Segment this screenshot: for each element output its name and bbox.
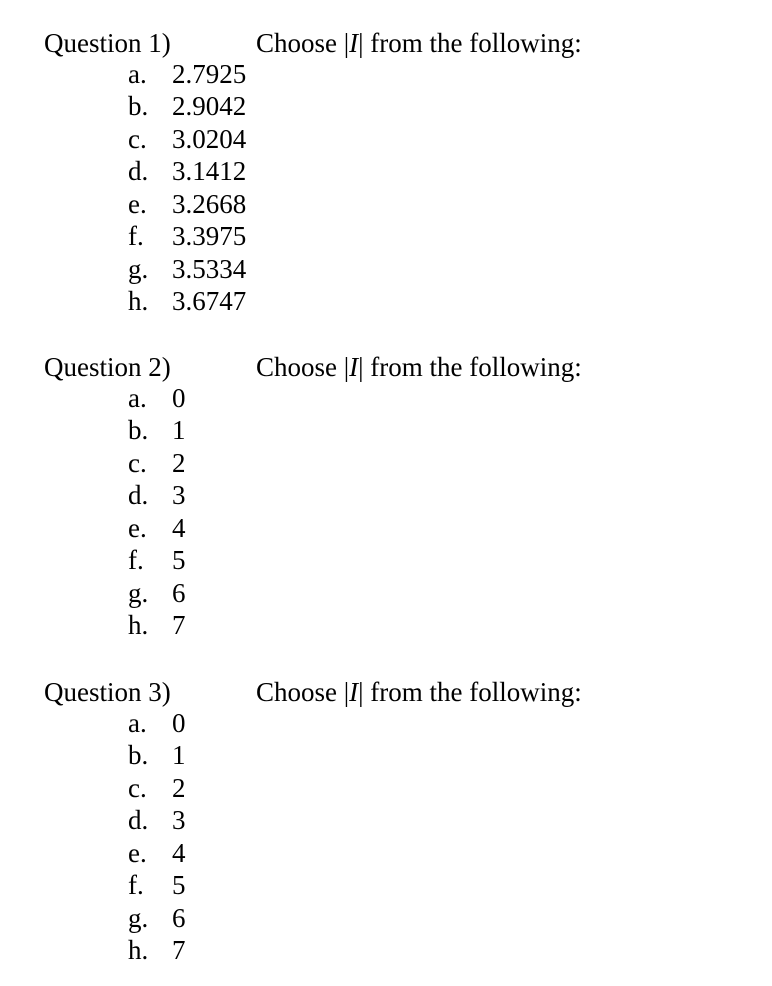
option-letter: b.: [128, 740, 149, 771]
option-letter: g.: [128, 577, 149, 608]
option-letter: f.: [128, 221, 144, 252]
option-letter: a.: [128, 59, 147, 89]
option-value: 4: [172, 837, 186, 868]
option-letter: e.: [128, 512, 147, 543]
option-letter: f.: [128, 870, 144, 901]
option-letter: b.: [128, 415, 149, 446]
option-value: 6: [172, 902, 186, 933]
option-letter: c.: [128, 123, 147, 154]
option-letter: a.: [128, 708, 147, 738]
option-value: 5: [172, 870, 186, 901]
option-value: 6: [172, 577, 186, 608]
option-letter: h.: [128, 285, 149, 316]
prompt-prefix: Choose |: [256, 28, 350, 58]
question-prompt: [256, 677, 582, 707]
option-letter: a.: [128, 383, 147, 413]
option-value: 0: [172, 708, 186, 738]
option-value: 3.5334: [172, 253, 247, 284]
option-value: 7: [172, 934, 186, 965]
question-label: Question 2): [44, 352, 171, 382]
option-value: 1: [172, 740, 186, 771]
option-value: 1: [172, 415, 186, 446]
option-value: 3.6747: [172, 285, 247, 316]
question-prompt: [256, 352, 582, 382]
prompt-variable: I: [349, 28, 359, 58]
option-value: 2: [172, 772, 186, 803]
option-value: 5: [172, 545, 186, 576]
option-value: 4: [172, 512, 186, 543]
option-value: 3.1412: [172, 156, 247, 187]
option-letter: c.: [128, 447, 147, 478]
option-value: 2: [172, 447, 186, 478]
prompt-suffix: | from the following:: [358, 352, 582, 382]
option-letter: d.: [128, 156, 149, 187]
option-letter: e.: [128, 837, 147, 868]
prompt-variable: I: [349, 352, 359, 382]
prompt-suffix: | from the following:: [358, 677, 582, 707]
option-letter: d.: [128, 480, 149, 511]
prompt-variable: I: [349, 677, 359, 707]
question-3: [0, 677, 772, 977]
option-letter: g.: [128, 253, 149, 284]
question-1: [0, 28, 772, 328]
option-value: 3.2668: [172, 188, 247, 219]
option-value: 3: [172, 480, 186, 511]
option-letter: d.: [128, 805, 149, 836]
option-letter: b.: [128, 91, 149, 122]
option-value: 2.7925: [172, 59, 247, 89]
option-value: 7: [172, 609, 186, 640]
option-letter: g.: [128, 902, 149, 933]
question-prompt: [256, 28, 582, 58]
option-letter: h.: [128, 609, 149, 640]
option-value: 2.9042: [172, 91, 247, 122]
prompt-suffix: | from the following:: [358, 28, 582, 58]
option-letter: c.: [128, 772, 147, 803]
option-value: 3.0204: [172, 123, 247, 154]
option-letter: e.: [128, 188, 147, 219]
option-value: 3: [172, 805, 186, 836]
question-label: Question 1): [44, 28, 171, 58]
prompt-prefix: Choose |: [256, 677, 350, 707]
option-letter: f.: [128, 545, 144, 576]
option-value: 0: [172, 383, 186, 413]
option-letter: h.: [128, 934, 149, 965]
question-2: [0, 352, 772, 652]
prompt-prefix: Choose |: [256, 352, 350, 382]
question-label: Question 3): [44, 677, 171, 707]
option-value: 3.3975: [172, 221, 247, 252]
